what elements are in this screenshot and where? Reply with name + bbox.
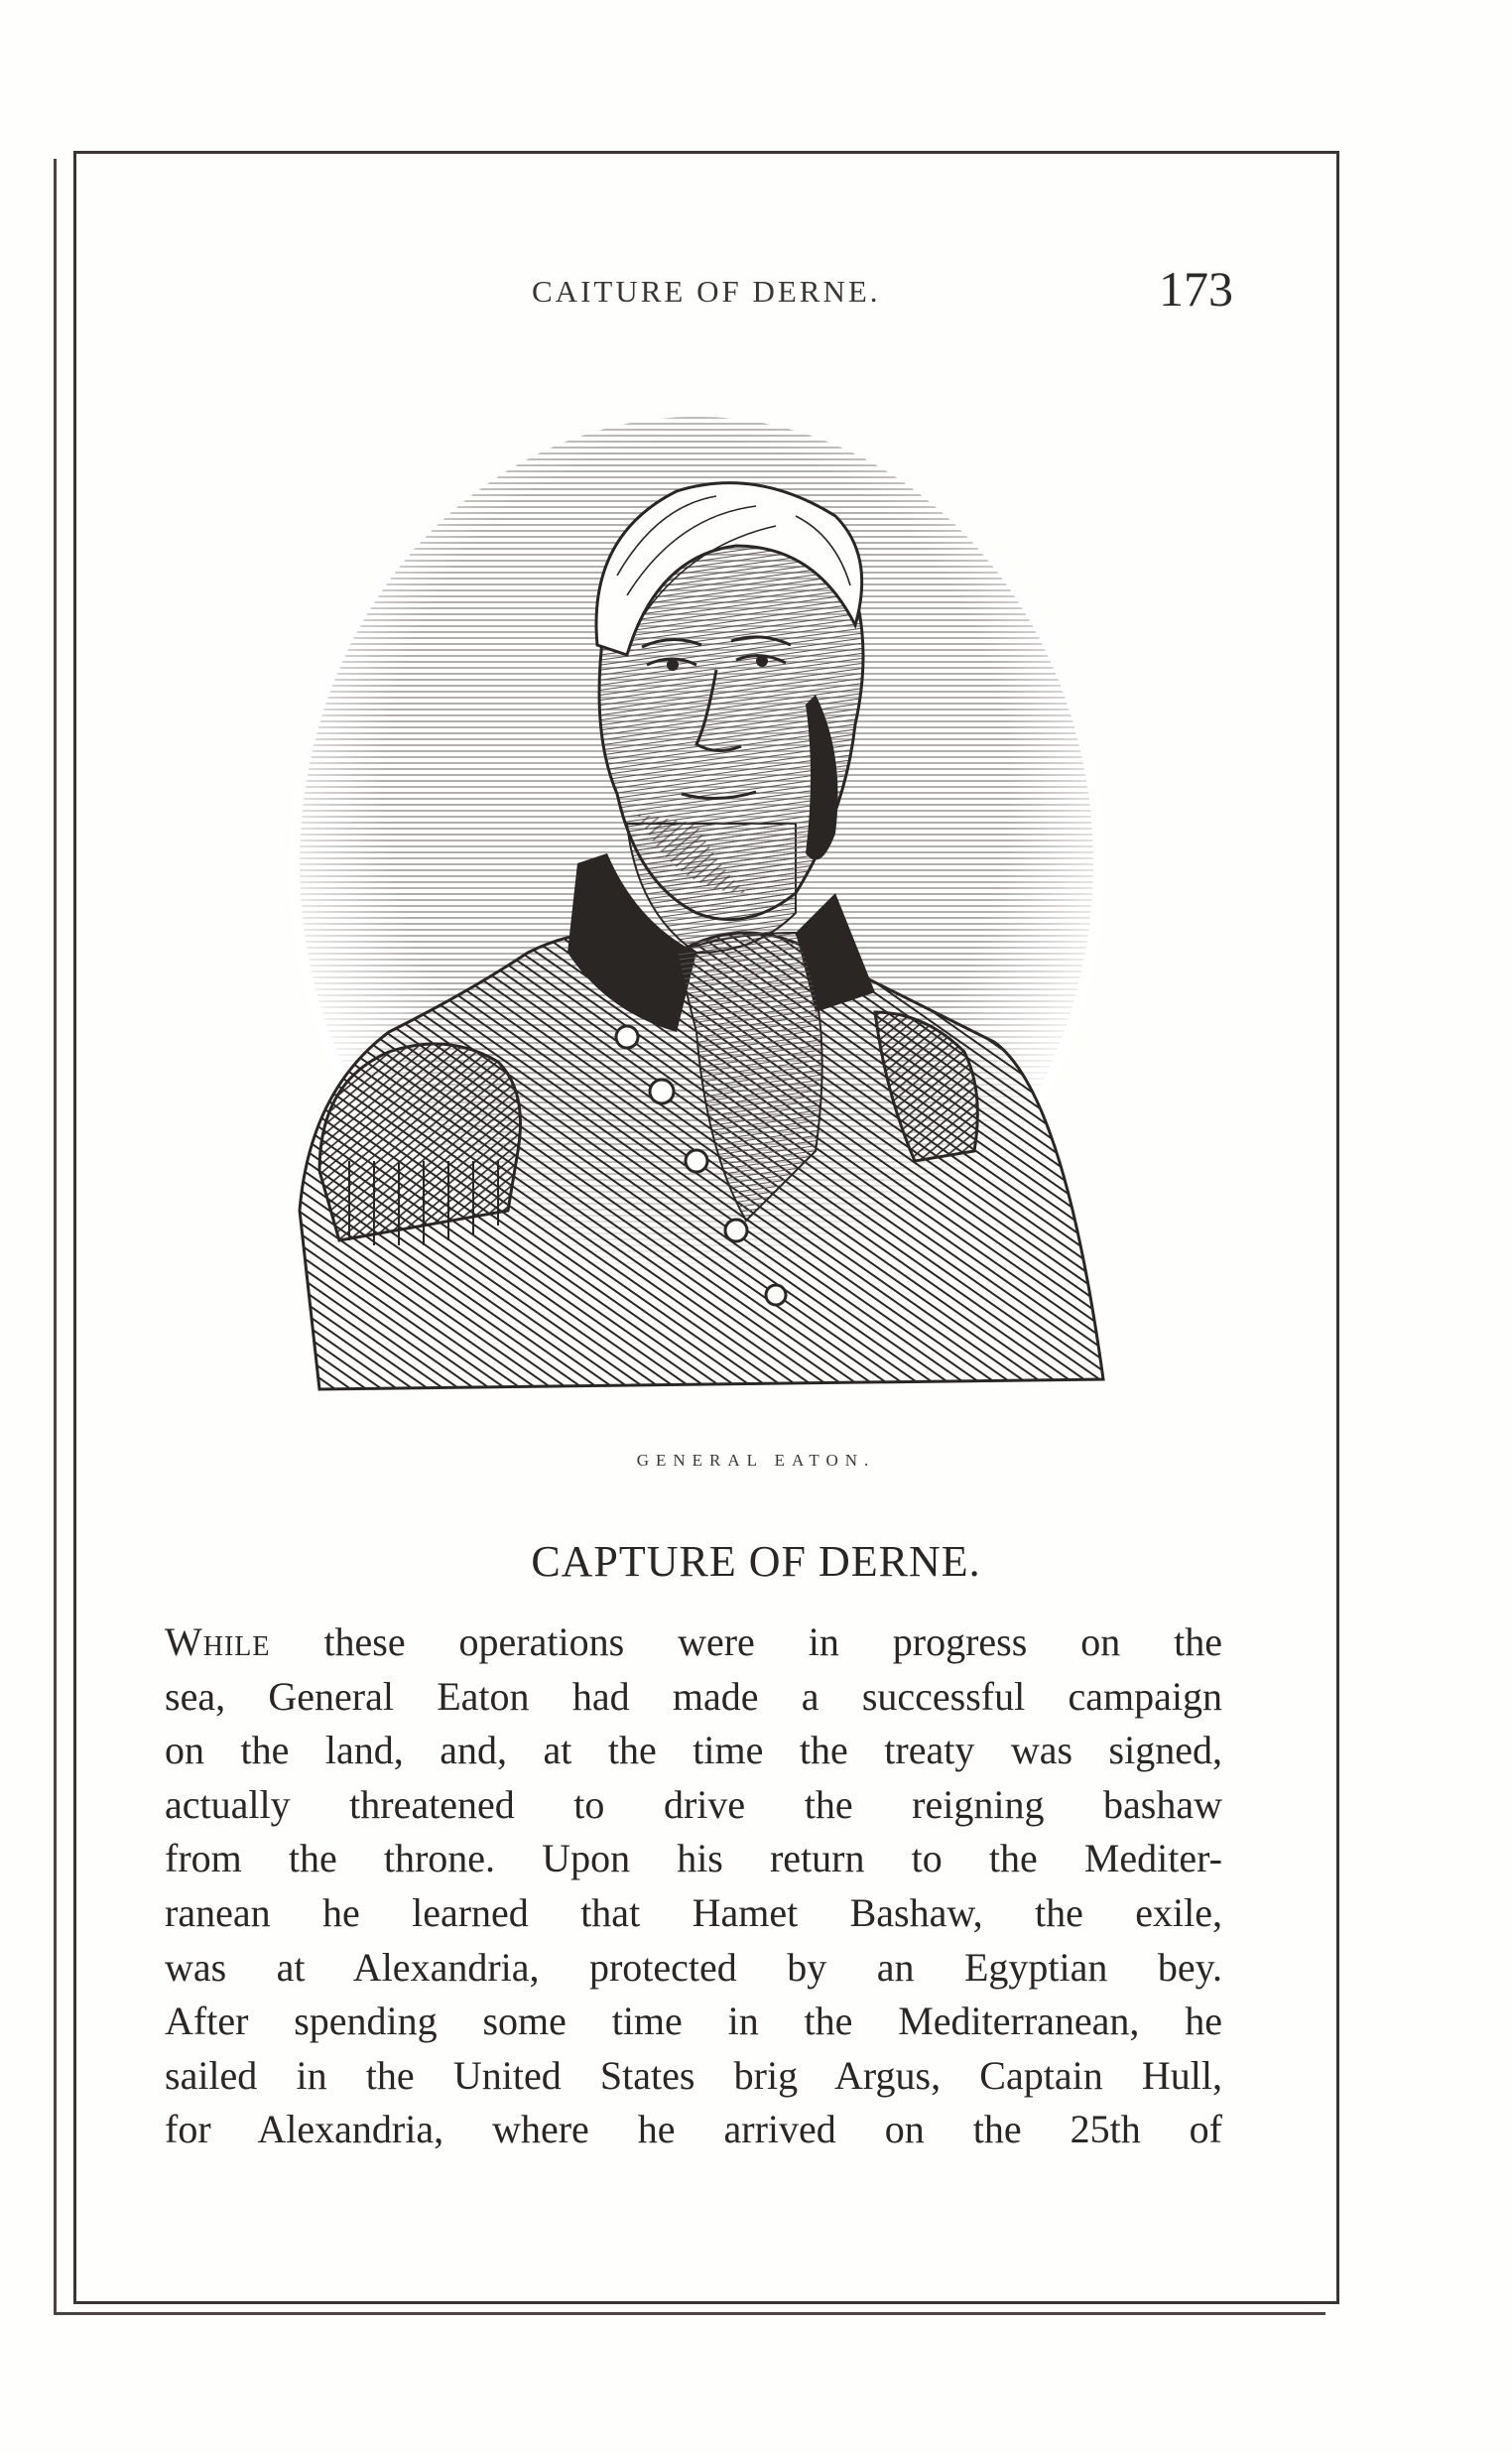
running-head bbox=[0, 260, 1512, 320]
chapter-heading: CAPTURE OF DERNE. bbox=[531, 1537, 981, 1586]
portrait-engraving bbox=[280, 397, 1135, 1419]
coat-button bbox=[766, 1285, 786, 1305]
body-paragraph bbox=[165, 1615, 1222, 2157]
text-line: sea, General Eaton had made a successful campaign bbox=[165, 1673, 1222, 1719]
text-line: on the land, and, at the time the treaty was signed, bbox=[165, 1728, 1222, 1773]
coat-button bbox=[650, 1080, 674, 1103]
coat-button bbox=[686, 1150, 707, 1172]
text-line: After spending some time in the Mediterranean, he bbox=[165, 1999, 1222, 2044]
frame-shadow-left bbox=[54, 159, 57, 2314]
coat-button bbox=[616, 1026, 638, 1048]
drop-word: While bbox=[165, 1619, 271, 1664]
coat-button bbox=[725, 1220, 747, 1241]
illustration-caption: GENERAL EATON. bbox=[636, 1451, 876, 1470]
frame-shadow-bottom bbox=[54, 2312, 1325, 2315]
text-line: sailed in the United States brig Argus, Captain Hull, bbox=[165, 2052, 1222, 2098]
text-line: While these operations were in progress on the bbox=[165, 1619, 1222, 1664]
page-number: 173 bbox=[1159, 261, 1233, 317]
text-line: for Alexandria, where he arrived on the 25th of bbox=[165, 2107, 1222, 2152]
text-line: from the throne. Upon his return to the Mediter- bbox=[165, 1836, 1222, 1881]
text-line: was at Alexandria, protected by an Egyptian bey. bbox=[165, 1944, 1222, 1990]
running-title: CAITURE OF DERNE. bbox=[532, 274, 881, 309]
text-line: ranean he learned that Hamet Bashaw, the exile, bbox=[165, 1889, 1222, 1935]
text-line: actually threatened to drive the reigning bashaw bbox=[165, 1781, 1222, 1827]
